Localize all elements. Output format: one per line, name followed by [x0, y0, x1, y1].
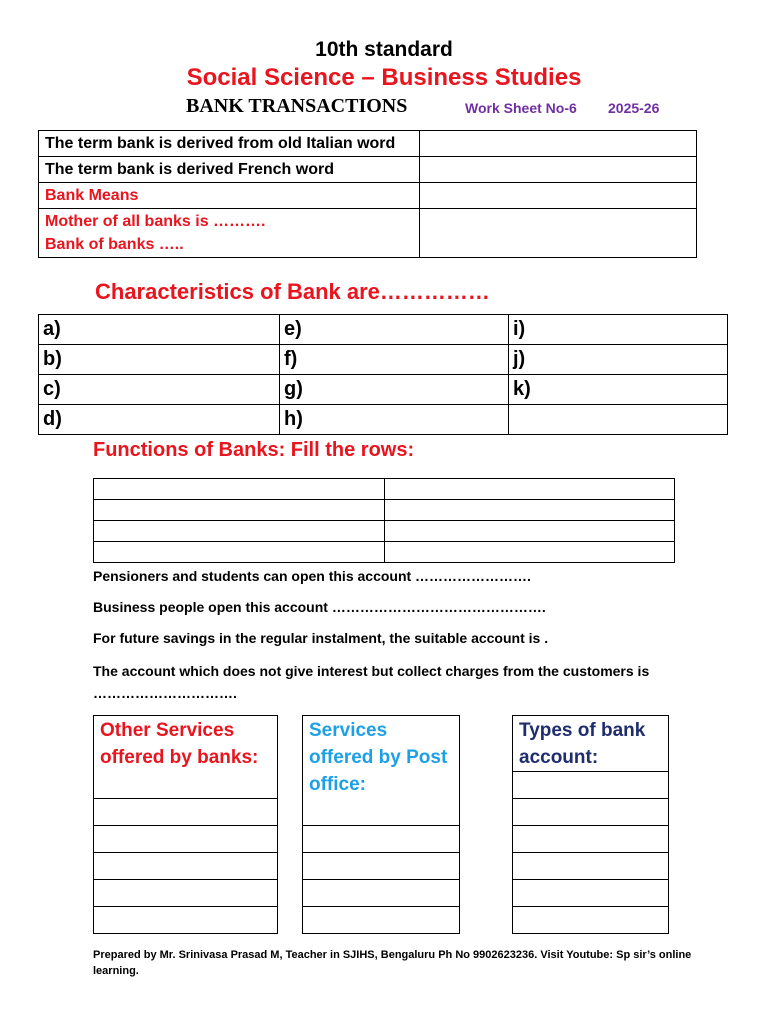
answer-row[interactable] — [303, 879, 459, 906]
characteristic-cell[interactable] — [509, 405, 728, 435]
function-cell[interactable] — [385, 521, 675, 542]
definition-row — [39, 209, 697, 258]
other-services-box — [93, 715, 278, 934]
function-cell[interactable] — [385, 542, 675, 563]
answer-row[interactable] — [513, 825, 668, 852]
account-types-box — [512, 715, 669, 934]
definition-row — [39, 183, 697, 209]
answer-row[interactable] — [94, 852, 277, 879]
characteristic-cell[interactable]: e) — [280, 315, 509, 345]
answer-row[interactable] — [303, 825, 459, 852]
answer-row[interactable] — [513, 852, 668, 879]
definition-question: The term bank is derived from old Italian word — [39, 131, 420, 157]
footer-credit: Prepared by Mr. Srinivasa Prasad M, Teacher in SJIHS, Bengaluru Ph No 9902623236. Visit Youtube: Sp sir’s online learning. — [93, 949, 692, 977]
question-pensioners: Pensioners and students can open this account ……………………. — [93, 568, 531, 584]
function-cell[interactable] — [94, 542, 385, 563]
characteristics-row — [39, 405, 728, 435]
answer-cell[interactable] — [420, 183, 697, 209]
account-types-title: Types of bank account: — [519, 720, 646, 768]
answer-row[interactable] — [303, 906, 459, 933]
characteristic-cell[interactable]: j) — [509, 345, 728, 375]
answer-row[interactable] — [513, 879, 668, 906]
characteristic-cell[interactable]: c) — [39, 375, 280, 405]
academic-year: 2025-26 — [608, 100, 660, 116]
characteristic-cell[interactable]: k) — [509, 375, 728, 405]
answer-cell[interactable] — [420, 157, 697, 183]
characteristic-cell[interactable]: a) — [39, 315, 280, 345]
characteristics-row — [39, 345, 728, 375]
definition-question: The term bank is derived French word — [39, 157, 420, 183]
definition-line: Bank of banks ….. — [45, 236, 184, 253]
answer-cell[interactable] — [420, 209, 697, 258]
characteristic-cell[interactable]: g) — [280, 375, 509, 405]
characteristic-cell[interactable]: h) — [280, 405, 509, 435]
function-cell[interactable] — [94, 521, 385, 542]
characteristics-row — [39, 315, 728, 345]
answer-row[interactable] — [303, 852, 459, 879]
characteristics-row — [39, 375, 728, 405]
characteristics-title: Characteristics of Bank are…………… — [95, 279, 490, 304]
class-heading: 10th standard — [315, 38, 453, 61]
answer-row[interactable] — [94, 906, 277, 933]
function-cell[interactable] — [385, 500, 675, 521]
answer-row[interactable] — [513, 798, 668, 825]
answer-cell[interactable] — [420, 131, 697, 157]
question-no-interest: The account which does not give interest but collect charges from the customers is …………………………. — [93, 663, 650, 701]
functions-row — [94, 521, 675, 542]
definition-row — [39, 131, 697, 157]
post-office-services-box — [302, 715, 460, 934]
answer-row[interactable] — [513, 771, 668, 798]
functions-table — [93, 478, 675, 563]
answer-row[interactable] — [94, 798, 277, 825]
question-future-savings: For future savings in the regular instalment, the suitable account is . — [93, 630, 549, 646]
function-cell[interactable] — [385, 479, 675, 500]
definition-question: Bank Means — [39, 183, 420, 209]
definitions-table — [38, 130, 697, 258]
functions-row — [94, 542, 675, 563]
functions-row — [94, 479, 675, 500]
functions-row — [94, 500, 675, 521]
characteristic-cell[interactable]: f) — [280, 345, 509, 375]
functions-title: Functions of Banks: Fill the rows: — [93, 439, 415, 461]
characteristic-cell[interactable]: b) — [39, 345, 280, 375]
answer-row[interactable] — [513, 906, 668, 933]
post-office-services-title: Services offered by Post office: — [309, 720, 448, 795]
characteristic-cell[interactable]: i) — [509, 315, 728, 345]
characteristic-cell[interactable]: d) — [39, 405, 280, 435]
characteristics-table — [38, 314, 728, 435]
definition-row — [39, 157, 697, 183]
function-cell[interactable] — [94, 479, 385, 500]
answer-row[interactable] — [94, 825, 277, 852]
function-cell[interactable] — [94, 500, 385, 521]
question-business: Business people open this account ………………………………………. — [93, 599, 546, 615]
topic-heading: BANK TRANSACTIONS — [186, 95, 408, 117]
definition-line: Mother of all banks is ………. — [45, 213, 266, 230]
answer-row[interactable] — [94, 879, 277, 906]
definition-question-multi — [39, 209, 420, 258]
worksheet-number: Work Sheet No-6 — [465, 100, 577, 116]
subject-heading: Social Science – Business Studies — [186, 64, 582, 91]
other-services-title: Other Services offered by banks: — [100, 720, 259, 768]
